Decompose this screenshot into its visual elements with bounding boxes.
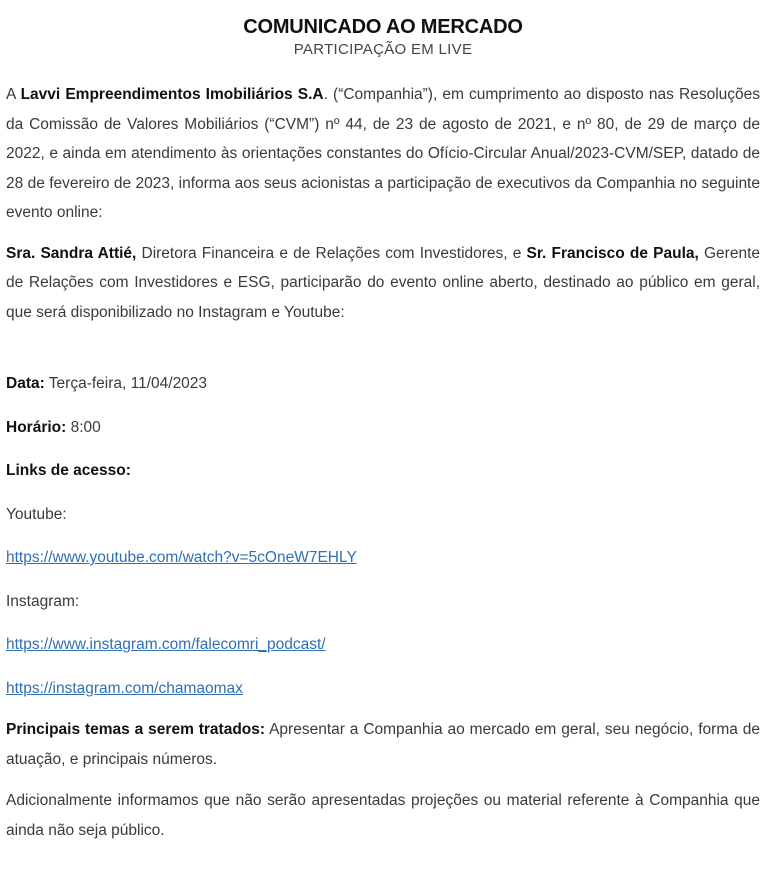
date-label: Data: xyxy=(6,375,45,392)
participant-1-role: Diretora Financeira e de Relações com Investidores, e xyxy=(136,244,527,262)
intro-paragraph xyxy=(6,80,760,228)
time-label: Horário: xyxy=(6,418,67,436)
event-date xyxy=(6,369,760,399)
document-subtitle: PARTICIPAÇÃO EM LIVE xyxy=(293,41,473,58)
topics-paragraph xyxy=(6,715,760,774)
topics-label: Principais temas a serem tratados: xyxy=(6,721,266,738)
closing-paragraph: Adicionalmente informamos que não serão apresentadas projeções ou material referente à Companhia que ainda não seja público. xyxy=(6,792,760,839)
participant-2-role: Gerente de Relações com Investidores e ESG, participarão do evento online aberto, destinado ao público em geral, que será disponibilizado no Instagram e Youtube: xyxy=(6,244,760,321)
intro-text: . (“Companhia”), em cumprimento ao disposto nas Resoluções da Comissão de Valores Mobiliários (“CVM”) nº 44, de 23 de agosto de 2021, e nº 80, de 29 de março de 2022, e ainda em atendimento às orientações constantes do Ofício-Circular Anual/2023-CVM/SEP, datado de 28 de fevereiro de 2023, informa aos seus acionistas a participação de executivos da Companhia no seguinte evento online: xyxy=(6,86,760,221)
instagram-link-line-1 xyxy=(6,630,760,660)
company-name: Lavvi Empreendimentos Imobiliários S.A xyxy=(20,86,324,103)
intro-prefix: A xyxy=(6,86,21,103)
date-value: Terça-feira, 11/04/2023 xyxy=(44,375,208,392)
links-heading xyxy=(6,456,760,486)
youtube-label: Youtube: xyxy=(6,505,67,523)
youtube-link-line xyxy=(6,543,760,573)
links-label: Links de acesso: xyxy=(6,462,131,479)
participants-paragraph xyxy=(6,239,760,328)
event-time xyxy=(6,413,760,443)
instagram-link-chamaomax[interactable]: https://instagram.com/chamaomax xyxy=(6,679,243,697)
instagram-label: Instagram: xyxy=(6,592,80,610)
youtube-link[interactable]: https://www.youtube.com/watch?v=5cOneW7EHLY xyxy=(6,549,357,566)
participant-2-name: Sr. Francisco de Paula, xyxy=(526,244,699,262)
document-title: COMUNICADO AO MERCADO xyxy=(243,16,523,38)
participant-1-name: Sra. Sandra Attié, xyxy=(6,244,137,262)
instagram-link-line-2 xyxy=(6,674,760,704)
topics-text: Apresentar a Companhia ao mercado em geral, seu negócio, forma de atuação, e principais números. xyxy=(6,721,760,768)
instagram-link-podcast[interactable]: https://www.instagram.com/falecomri_podcast/ xyxy=(6,636,326,653)
time-value: 8:00 xyxy=(66,418,101,436)
document-page xyxy=(0,16,768,889)
